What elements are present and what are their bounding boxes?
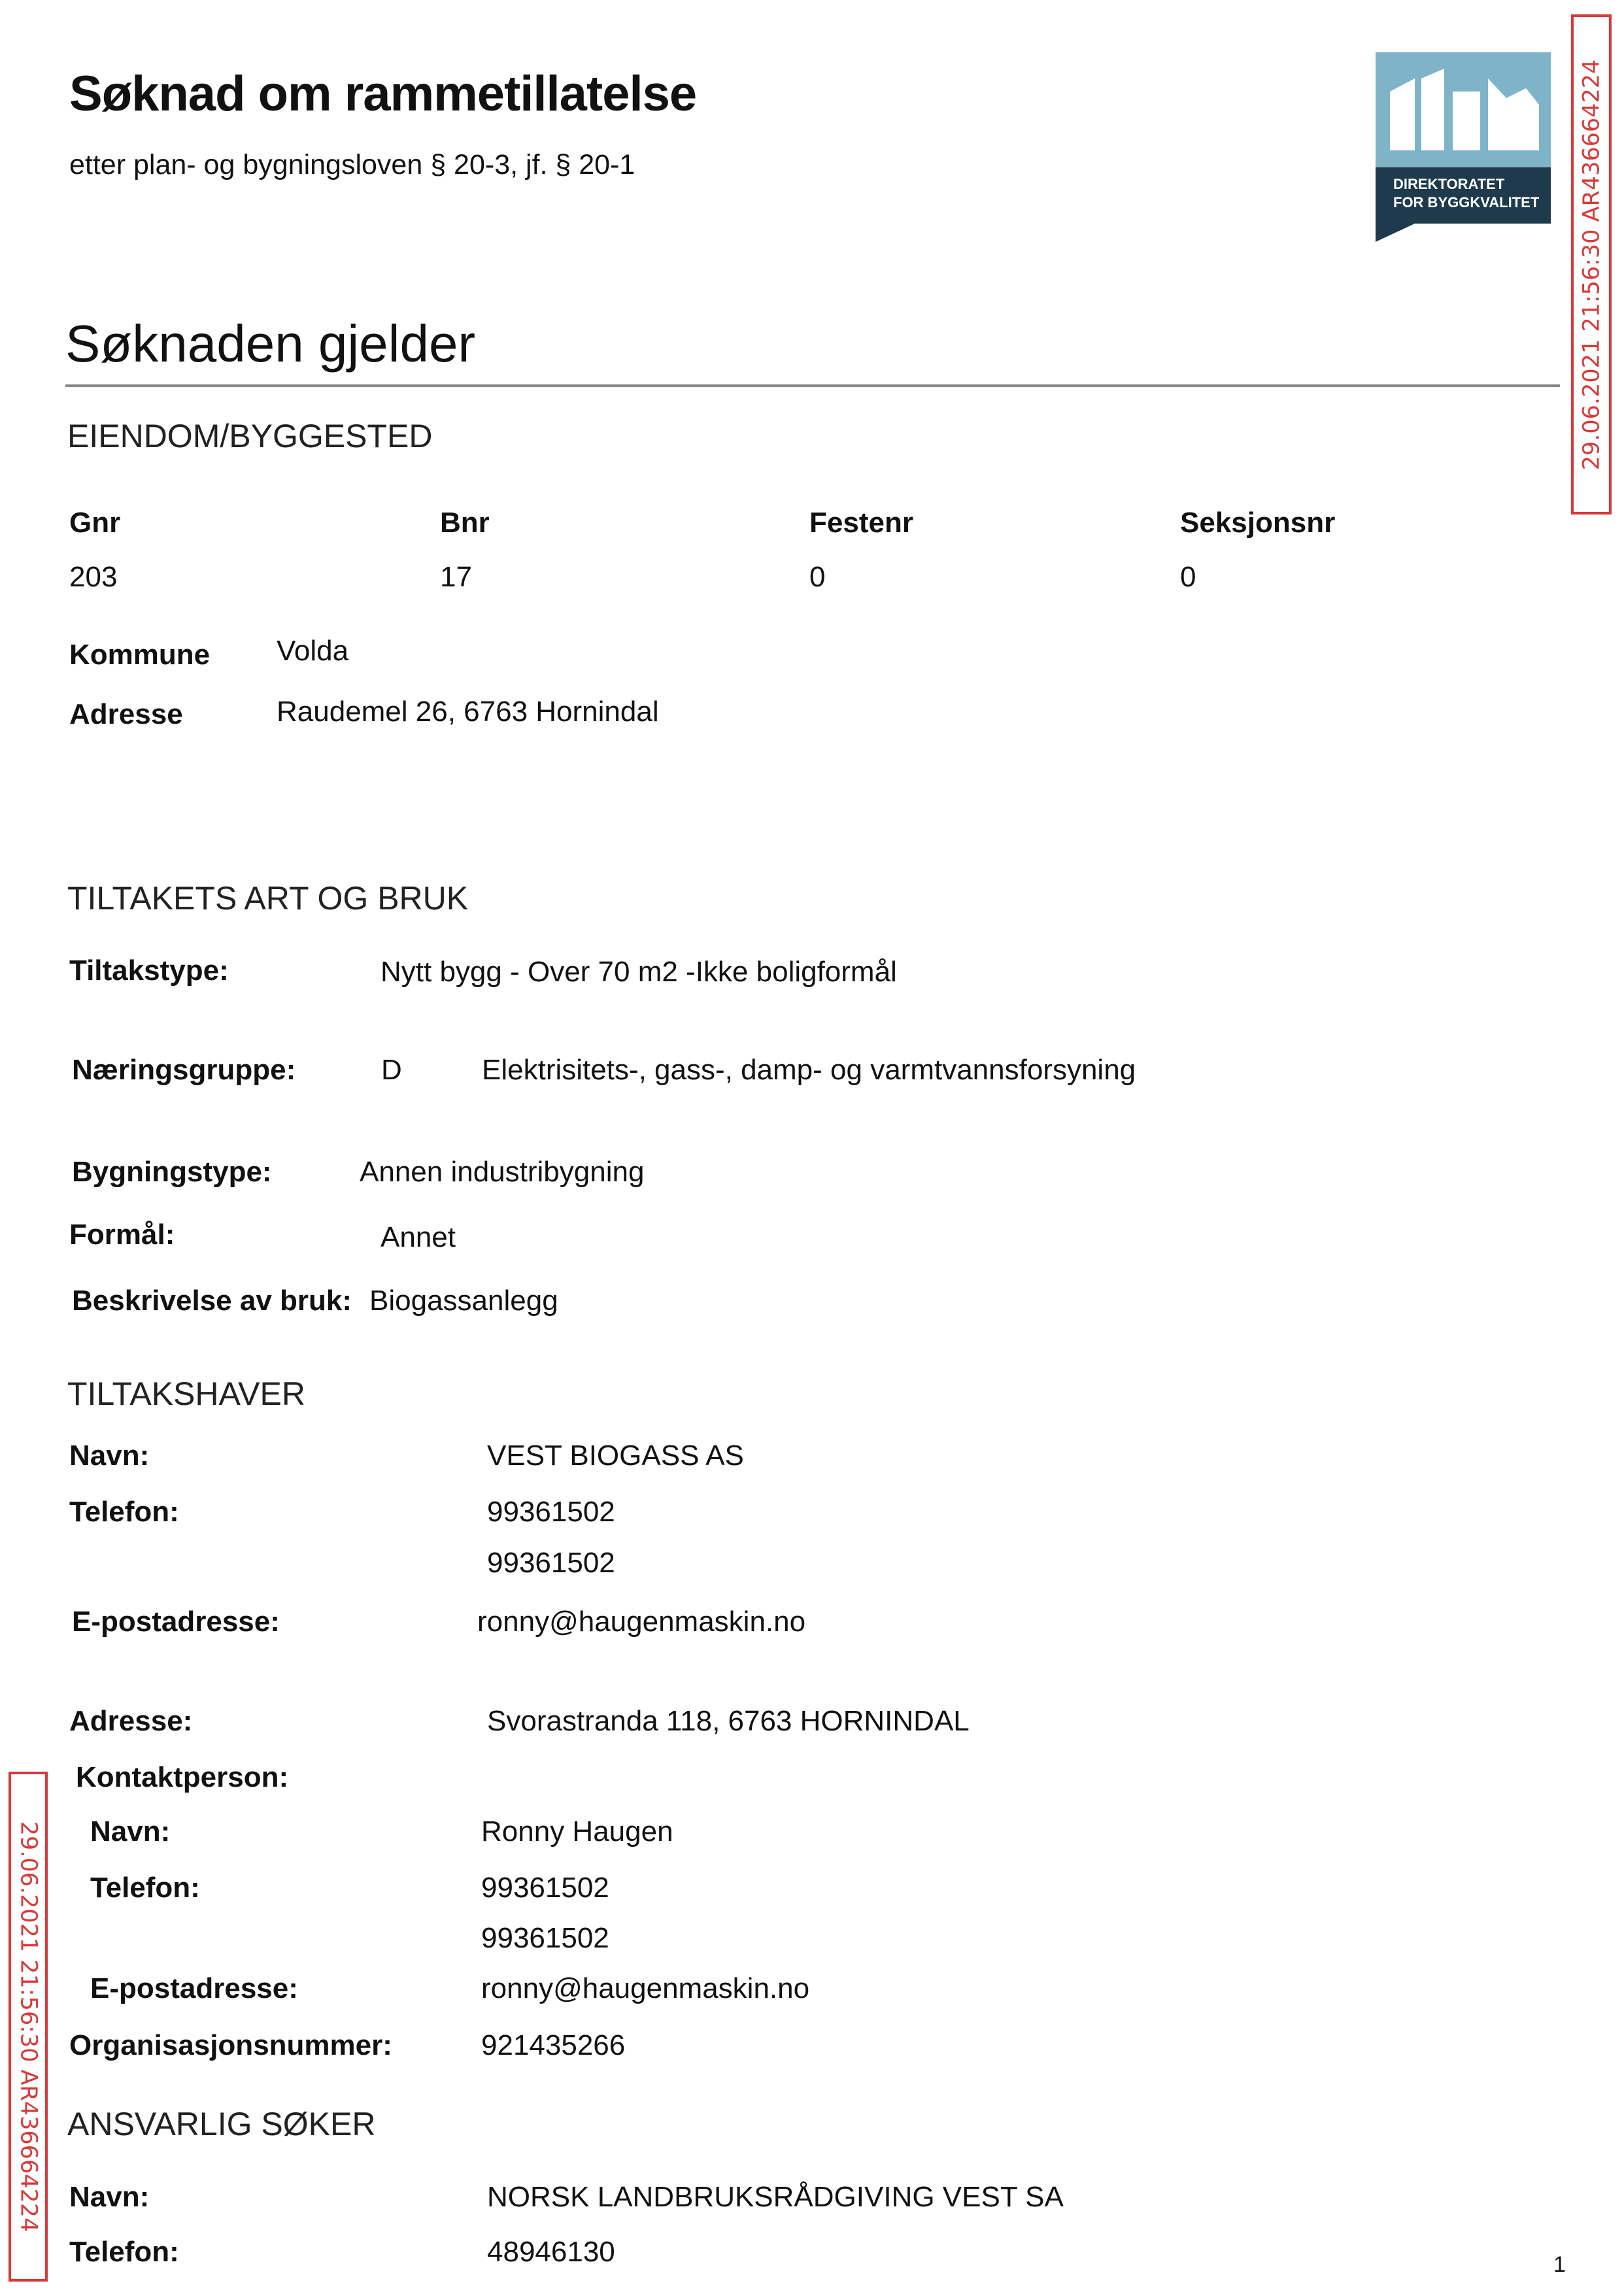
seksjonsnr-value: 0 [1180, 561, 1196, 593]
kontaktperson-label: Kontaktperson: [76, 1761, 289, 1793]
kontakt-epost-label: E-postadresse: [90, 1972, 298, 2004]
naeringsgruppe-label: Næringsgruppe: [72, 1054, 296, 1086]
tiltakshaver-telefon-value-2: 99361502 [487, 1547, 615, 1579]
kontakt-telefon-value-2: 99361502 [481, 1922, 609, 1954]
dibk-logo [1376, 52, 1551, 242]
tiltakshaver-telefon-value-1: 99361502 [487, 1496, 615, 1528]
page-number: 1 [1553, 2252, 1566, 2277]
soker-navn-value: NORSK LANDBRUKSRÅDGIVING VEST SA [487, 2181, 1064, 2213]
timestamp-stamp-top-text: 29.06.2021 21:56:30 AR436664224 [1578, 59, 1605, 470]
naeringsgruppe-value: Elektrisitets-, gass-, damp- og varmtvannsforsyning [482, 1054, 1136, 1086]
logo-text-line2: FOR BYGGKVALITET [1393, 194, 1540, 211]
soker-navn-label: Navn: [69, 2181, 150, 2213]
kontakt-navn-label: Navn: [90, 1815, 171, 1847]
bygningstype-value: Annen industribygning [360, 1156, 645, 1188]
festenr-label: Festenr [809, 507, 913, 539]
formal-label: Formål: [69, 1219, 175, 1251]
kontakt-epost-value: ronny@haugenmaskin.no [481, 1972, 810, 2004]
section-title: Søknaden gjelder [65, 314, 476, 373]
tiltakshaver-navn-value: VEST BIOGASS AS [487, 1440, 744, 1472]
kommune-label: Kommune [69, 639, 211, 671]
orgnr-value: 921435266 [481, 2029, 626, 2061]
bnr-label: Bnr [440, 507, 490, 539]
kontakt-telefon-value-1: 99361502 [481, 1872, 609, 1904]
kontakt-navn-value: Ronny Haugen [481, 1815, 673, 1847]
formal-value: Annet [381, 1221, 456, 1253]
tiltakshaver-navn-label: Navn: [69, 1440, 150, 1472]
orgnr-label: Organisasjonsnummer: [69, 2029, 392, 2061]
tiltak-heading: TILTAKETS ART OG BRUK [67, 880, 469, 917]
beskrivelse-label: Beskrivelse av bruk: [72, 1285, 352, 1317]
naeringsgruppe-code: D [381, 1054, 402, 1086]
tiltakshaver-adresse-value: Svorastranda 118, 6763 HORNINDAL [487, 1705, 970, 1737]
kommune-value: Volda [277, 635, 349, 667]
logo-text-line1: DIREKTORATET [1393, 176, 1505, 192]
adresse-label: Adresse [69, 698, 183, 730]
beskrivelse-value: Biogassanlegg [369, 1285, 558, 1317]
festenr-value: 0 [809, 561, 826, 593]
timestamp-stamp-top [1571, 14, 1612, 514]
kontakt-telefon-label: Telefon: [90, 1872, 200, 1904]
seksjonsnr-label: Seksjonsnr [1180, 507, 1336, 539]
tiltakshaver-adresse-label: Adresse: [69, 1705, 193, 1737]
bnr-value: 17 [440, 561, 472, 593]
logo-text [1393, 175, 1539, 212]
eiendom-heading: EIENDOM/BYGGESTED [67, 418, 433, 454]
soker-telefon-value: 48946130 [487, 2236, 615, 2268]
gnr-label: Gnr [69, 507, 121, 539]
tiltakshaver-heading: TILTAKSHAVER [67, 1375, 305, 1412]
timestamp-stamp-side [8, 1772, 48, 2282]
bygningstype-label: Bygningstype: [72, 1156, 272, 1188]
tiltakstype-value: Nytt bygg - Over 70 m2 -Ikke boligformål [381, 956, 897, 988]
document-subtitle: etter plan- og bygningsloven § 20-3, jf. § 20-1 [69, 149, 635, 180]
tiltakshaver-epost-value: ronny@haugenmaskin.no [477, 1606, 806, 1638]
gnr-value: 203 [69, 561, 118, 593]
section-divider [65, 384, 1560, 387]
document-title: Søknad om rammetillatelse [69, 66, 697, 122]
ansvarlig-soker-heading: ANSVARLIG SØKER [67, 2106, 376, 2142]
tiltakshaver-epost-label: E-postadresse: [72, 1606, 280, 1638]
adresse-value: Raudemel 26, 6763 Hornindal [277, 696, 659, 728]
soker-telefon-label: Telefon: [69, 2236, 179, 2268]
tiltakstype-label: Tiltakstype: [69, 954, 229, 987]
tiltakshaver-telefon-label: Telefon: [69, 1496, 179, 1528]
timestamp-stamp-side-text: 29.06.2021 21:56:30 AR436664224 [15, 1821, 42, 2233]
